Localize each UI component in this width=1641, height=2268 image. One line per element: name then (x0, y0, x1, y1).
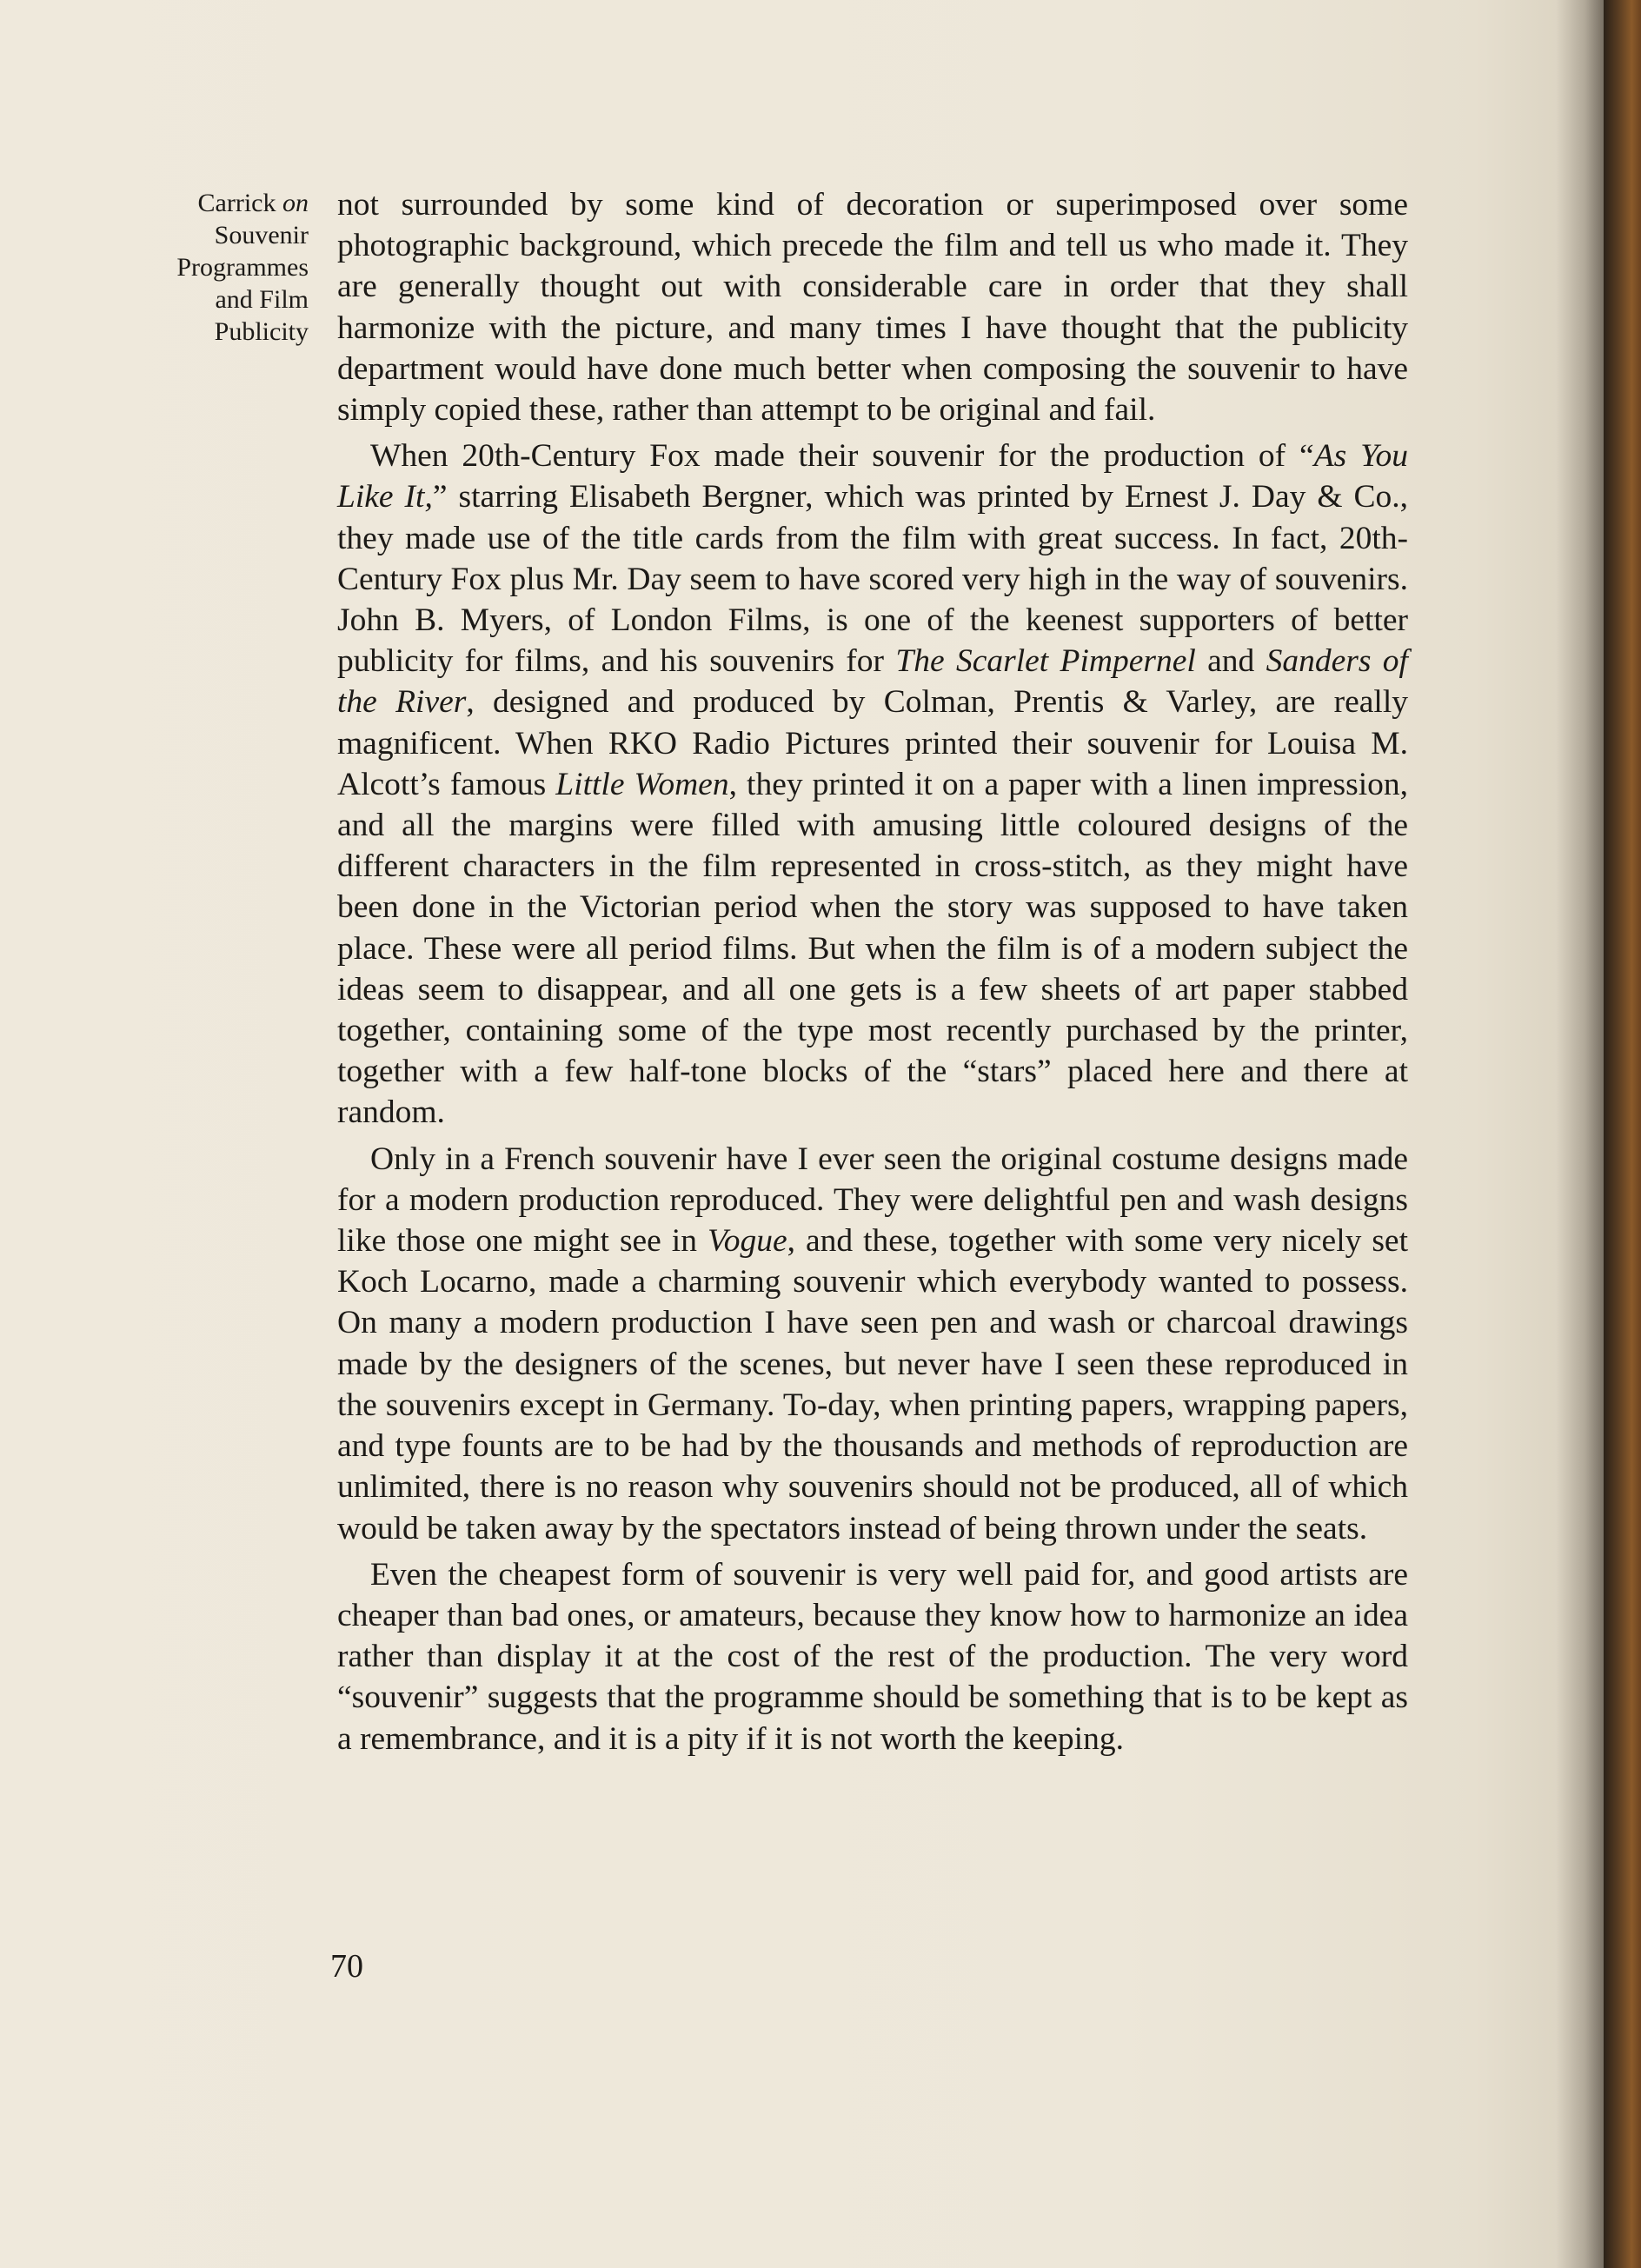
paragraph-3-text-a: Only in a French souvenir have I ever seen the original costume designs made for a modern production reproduced. They were delightful pen and wash designs like those one might see in (337, 1141, 1408, 1260)
paragraph-3 (337, 1139, 1408, 1549)
paragraph-2 (337, 436, 1408, 1133)
page-number: 70 (330, 1948, 363, 1985)
margin-note-line-5: Publicity (214, 317, 309, 346)
margin-note-on: on (282, 189, 309, 217)
margin-note-author: Carrick (197, 189, 276, 217)
film-title-little-women: Little Women (555, 766, 729, 802)
magazine-title-vogue: Vogue (707, 1223, 787, 1260)
margin-note (156, 187, 309, 348)
paragraph-2-text-b: ” starring Elisabeth Bergner, which was printed by Ernest J. Day & Co., they made use of the title cards from the film with great success. In fact, 20th-Century Fox plus Mr. Day seem to have scored very high in the way of souvenirs. John B. Myers, of London Films, is one of the keenest supporters of better publicity for films, and his souvenirs for (337, 479, 1408, 680)
paragraph-2-text-a: When 20th-Century Fox made their souvenir for the production of “ (370, 438, 1314, 475)
paragraph-2-text-d: , designed and produced by Colman, Prentis & Varley, are really magnificent. When RKO Radio Pictures printed their souvenir for Louisa M. Alcott’s famous (337, 684, 1409, 802)
paragraph-4: Even the cheapest form of souvenir is very well paid for, and good artists are cheaper than bad ones, or amateurs, because they know how to harmonize an idea rather than display it at the cost of the rest of the production. The very word “souvenir” suggests that the programme should be something that is to be kept as a remembrance, and it is a pity if it is not worth the keeping. (337, 1556, 1408, 1757)
margin-note-line-1 (156, 187, 309, 219)
paragraph-1: not surrounded by some kind of decoration or superimposed over some photographic background, which precede the film and tell us who made it. They are generally thought out with considerable care in order that they shall harmonize with the picture, and many times I have thought that the publicity department would have done much better when composing the souvenir to have simply copied these, rather than attempt to be original and fail. (337, 187, 1408, 429)
film-title-sanders-of-the-river: Sanders of the River (337, 643, 1408, 721)
margin-note-line-4: and Film (215, 285, 309, 314)
binding-shadow (1556, 0, 1604, 2268)
paragraph-2-text-c: and (1195, 643, 1266, 680)
margin-note-line-2: Souvenir (214, 221, 309, 249)
paragraph-2-text-e: , they printed it on a paper with a linen impression, and all the margins were filled with amusing little coloured designs of the different characters in the film represented in cross-stitch, as they might have been done in the Victorian period when the story was supposed to have taken place. These were all period films. But when the film is of a modern subject the ideas seem to disappear, and all one gets is a few sheets of art paper stabbed together, containing some of the type most recently purchased by the printer, together with a few half-tone blocks of the “stars” placed here and there at random. (337, 766, 1408, 1131)
body-text (337, 184, 1408, 1765)
margin-note-line-3: Programmes (176, 253, 309, 282)
film-title-as-you-like-it: As You Like It, (337, 438, 1409, 515)
film-title-scarlet-pimpernel: The Scarlet Pimpernel (895, 643, 1196, 680)
book-spine-edge (1604, 0, 1641, 2268)
paragraph-3-text-b: , and these, together with some very nicely set Koch Locarno, made a charming souvenir which everybody wanted to possess. On many a modern production I have seen pen and wash or charcoal drawings made by the designers of the scenes, but never have I seen these reproduced in the souvenirs except in Germany. To-day, when printing papers, wrapping papers, and type founts are to be had by the thousands and methods of reproduction are unlimited, there is no reason why souvenirs should not be produced, all of which would be taken away by the spectators instead of being thrown under the seats. (337, 1223, 1408, 1546)
